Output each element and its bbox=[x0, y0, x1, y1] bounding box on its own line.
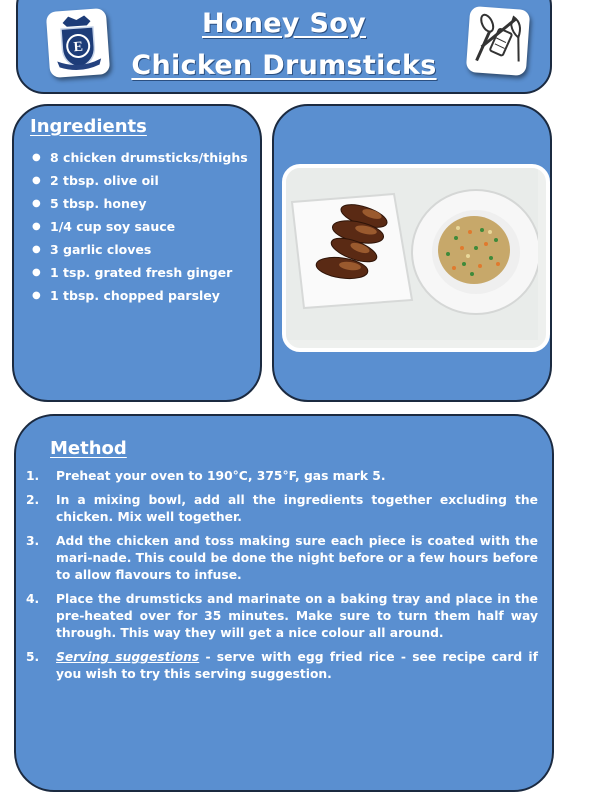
chicken-and-rice-illustration bbox=[286, 168, 538, 340]
step-number: 4. bbox=[26, 592, 40, 606]
recipe-title-line2: Chicken Drumsticks bbox=[131, 50, 437, 81]
step-number: 5. bbox=[26, 650, 40, 664]
bullet-icon: ● bbox=[32, 152, 41, 163]
utensils-icon bbox=[466, 6, 530, 76]
method-step bbox=[26, 649, 538, 683]
ingredient-item: ● 1 tbsp. chopped parsley bbox=[32, 284, 248, 307]
method-step bbox=[26, 533, 538, 584]
method-step bbox=[26, 468, 538, 485]
method-steps-list bbox=[26, 468, 538, 690]
method-step bbox=[26, 492, 538, 526]
ingredient-item: ● 5 tbsp. honey bbox=[32, 192, 248, 215]
bullet-icon: ● bbox=[32, 267, 41, 278]
svg-text:E: E bbox=[73, 39, 84, 56]
method-step bbox=[26, 591, 538, 642]
ingredient-item: ● 1 tsp. grated fresh ginger bbox=[32, 261, 248, 284]
step-text: Preheat your oven to 190°C, 375°F, gas mark 5. bbox=[56, 469, 386, 483]
bullet-icon: ● bbox=[32, 198, 41, 209]
ingredient-item: ● 3 garlic cloves bbox=[32, 238, 248, 261]
step-text: - serve with egg fried rice - see recipe card if you wish to try this serving suggestion. bbox=[56, 650, 538, 681]
step-number: 1. bbox=[26, 469, 40, 483]
recipe-title-line1: Honey Soy bbox=[202, 8, 366, 39]
ingredients-panel bbox=[12, 104, 262, 402]
step-text: Place the drumsticks and marinate on a baking tray and place in the pre-heated over for 35 minutes. Make sure to turn them half way through. This way they will get a nice colour all around. bbox=[56, 592, 538, 640]
step-number: 2. bbox=[26, 493, 40, 507]
step-text: Add the chicken and toss making sure each piece is coated with the mari-nade. This could be done the night before or a few hours before to allow flavours to infuse. bbox=[56, 534, 538, 582]
ingredients-list bbox=[32, 146, 248, 307]
method-panel bbox=[14, 414, 554, 792]
bullet-icon: ● bbox=[32, 244, 41, 255]
serving-suggestions-label: Serving suggestions bbox=[56, 650, 200, 664]
dish-photo bbox=[282, 164, 550, 352]
ingredient-item: ● 1/4 cup soy sauce bbox=[32, 215, 248, 238]
bullet-icon: ● bbox=[32, 221, 41, 232]
bullet-icon: ● bbox=[32, 175, 41, 186]
ingredient-item: ● 2 tbsp. olive oil bbox=[32, 169, 248, 192]
photo-panel bbox=[272, 104, 552, 402]
ingredient-item: ● 8 chicken drumsticks/thighs bbox=[32, 146, 248, 169]
bullet-icon: ● bbox=[32, 290, 41, 301]
method-heading: Method bbox=[50, 438, 127, 459]
step-number: 3. bbox=[26, 534, 40, 548]
header-banner bbox=[16, 0, 552, 94]
step-text: In a mixing bowl, add all the ingredients together excluding the chicken. Mix well together. bbox=[56, 493, 538, 524]
cooking-utensils-logo bbox=[466, 6, 530, 76]
ingredients-heading: Ingredients bbox=[30, 116, 147, 137]
